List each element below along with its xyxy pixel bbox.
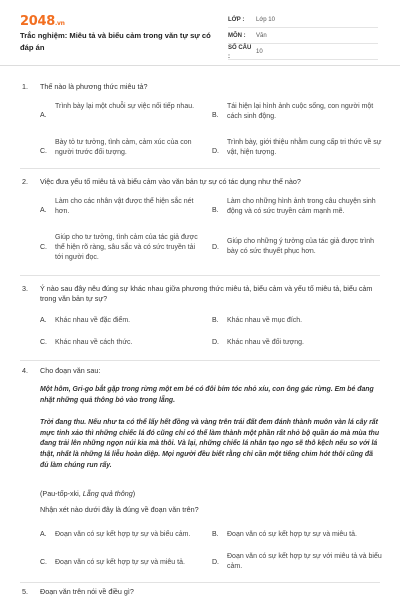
option-letter: C. <box>40 148 47 155</box>
meta-label: MÔN : <box>228 33 246 40</box>
option-letter: C. <box>40 339 47 346</box>
option-text: Làm cho những hình ảnh trong câu chuyện sinh động và có sức truyền cảm mạnh mẽ. <box>227 198 376 216</box>
question-number: 4. <box>22 366 28 375</box>
option-text: Đoạn văn có sự kết hợp tự sự và miêu tả. <box>227 531 357 538</box>
divider <box>20 168 380 169</box>
logo-suffix: .vn <box>54 20 65 27</box>
logo-text: 2048 <box>20 14 55 29</box>
page-title: Trắc nghiệm: Miêu tả và biểu cảm trong văn tự sự có đáp án <box>20 31 211 52</box>
question-text: Ý nào sau đây nêu đúng sự khác nhau giữa phương thức miêu tả, biểu cảm và yếu tố miêu tả, biểu cảm trong văn bản tự sự? <box>40 284 373 304</box>
option-text: Đoạn văn có sự kết hợp tự sự và biểu cảm. <box>55 531 191 538</box>
meta-value: Lớp 10 <box>256 17 275 24</box>
source-work: Lẵng quả thông <box>82 489 133 498</box>
option-text: Giúp cho những ý tưởng của tác giả được trình bày có sức thuyết phục hơn. <box>227 238 374 256</box>
option-letter: D. <box>212 148 219 155</box>
option-text: Trình bày lại một chuỗi sự việc nối tiếp nhau. <box>55 103 195 110</box>
option-text: Đoạn văn có sự kết hợp tự sự với miêu tả và biểu cảm. <box>227 553 382 571</box>
option-letter: B. <box>212 112 219 119</box>
option-text: Giúp cho tư tưởng, tình cảm của tác giả được thể hiện rõ ràng, sâu sắc và có sức truyền tải tới người đọc. <box>55 234 198 262</box>
option-text: Khác nhau về đặc điểm. <box>55 317 131 324</box>
passage-paragraph-2: Trời đang thu. Nếu như ta có thể lấy hết đồng và vàng trên trái đất đem đánh thành muôn vàn lá cây rất mực tinh xảo thì những chiếc lá đó cũng chỉ có thể làm thành một phần rất nhỏ bộ quần áo mà mùa thu đang trải lên những ngọn núi kia mà thôi. Và lại, những chiếc lá nhân tạo ngo sẽ thô kệch nếu so với lá thật, nhất là những lá liễu hoàn diệp. Mọi người đều biết rằng chỉ cần một tiếng chim hót thôi cũng đã đủ làm chúng run rẩy. <box>40 419 380 469</box>
meta-row-count <box>228 46 378 60</box>
question-number: 1. <box>22 82 28 91</box>
option-letter: C. <box>40 559 47 566</box>
option-letter: A. <box>40 112 47 119</box>
option-letter: B. <box>212 317 219 324</box>
option-letter: A. <box>40 531 47 538</box>
option-letter: D. <box>212 244 219 251</box>
option-letter: B. <box>212 531 219 538</box>
question-text: Đoạn văn trên nói về điều gì? <box>40 587 134 596</box>
option-text: Khác nhau về mục đích. <box>227 317 303 324</box>
option-letter: A. <box>40 207 47 214</box>
question-number: 3. <box>22 284 28 293</box>
passage-source <box>40 489 380 499</box>
option-text: Bày tỏ tư tưởng, tình cảm, cảm xúc của con người trước đối tượng. <box>55 139 192 157</box>
question-text: Việc đưa yếu tố miêu tả và biểu cảm vào văn bản tự sự có tác dụng như thế nào? <box>40 177 301 186</box>
option-letter: D. <box>212 339 219 346</box>
option-text: Làm cho các nhân vật được thể hiện sắc nét hơn. <box>55 198 194 216</box>
meta-row-subject <box>228 30 378 44</box>
source-close: ) <box>132 489 136 498</box>
option-letter: D. <box>212 559 219 566</box>
meta-value: 10 <box>256 49 263 56</box>
option-text: Trình bày, giới thiệu nhằm cung cấp tri thức về sự vật, hiện tượng. <box>227 139 382 157</box>
meta-label: LỚP : <box>228 17 245 24</box>
question-text: Thế nào là phương thức miêu tả? <box>40 82 148 91</box>
question-number: 5. <box>22 587 28 596</box>
meta-row-class <box>228 14 378 28</box>
option-letter: C. <box>40 244 47 251</box>
option-text: Khác nhau về cách thức. <box>55 339 133 346</box>
option-text: Khác nhau về đối tượng. <box>227 339 304 346</box>
option-letter: A. <box>40 317 47 324</box>
option-text: Tái hiện lại hình ảnh cuộc sống, con người một cách sinh động. <box>227 103 374 121</box>
divider <box>20 582 380 583</box>
question-text: Cho đoạn văn sau: <box>40 366 101 375</box>
meta-value: Văn <box>256 33 267 40</box>
question-prompt: Nhận xét nào dưới đây là đúng về đoạn văn trên? <box>40 505 199 514</box>
passage-paragraph-1: Một hôm, Gri-go bắt gặp trong rừng một em bé có đôi bím tóc nhỏ xíu, con ông gác rừng. Em bé đang nhặt những quả thông bỏ vào trong lẵng. <box>40 386 374 404</box>
meta-info <box>228 14 378 62</box>
divider <box>20 275 380 276</box>
meta-label: SỐ CÂU : <box>228 44 252 60</box>
question-number: 2. <box>22 177 28 186</box>
page-header <box>0 0 400 66</box>
option-text: Đoạn văn có sự kết hợp tự sự và miêu tả. <box>55 559 185 566</box>
divider <box>20 360 380 361</box>
option-letter: B. <box>212 207 219 214</box>
source-author: (Pau-tốp-xki, <box>40 489 83 498</box>
